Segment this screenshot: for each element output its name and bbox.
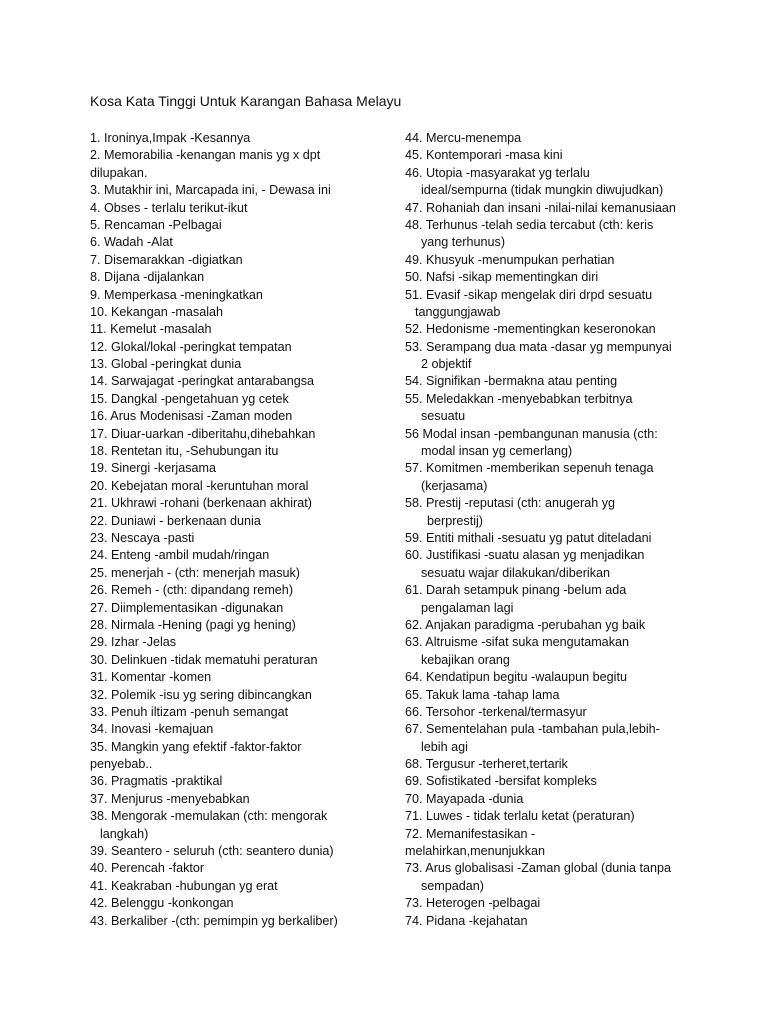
vocab-line: 64. Kendatipun begitu -walaupun begitu bbox=[405, 670, 627, 685]
vocab-line: 12. Glokal/lokal -peringkat tempatan bbox=[90, 339, 292, 354]
vocab-line: 6. Wadah -Alat bbox=[90, 235, 173, 250]
vocab-line: 8. Dijana -dijalankan bbox=[90, 270, 205, 285]
vocab-line: 34. Inovasi -kemajuan bbox=[90, 722, 214, 737]
vocab-line: melahirkan,menunjukkan bbox=[405, 844, 546, 859]
vocab-line: 24. Enteng -ambil mudah/ringan bbox=[90, 548, 270, 563]
vocab-line: 32. Polemik -isu yg sering dibincangkan bbox=[90, 687, 312, 702]
vocab-line: 69. Sofistikated -bersifat kompleks bbox=[405, 774, 597, 789]
vocab-line: 73. Arus globalisasi -Zaman global (dunia tanpa bbox=[405, 861, 672, 876]
vocab-line: 57. Komitmen -memberikan sepenuh tenaga bbox=[405, 461, 654, 476]
vocab-line: 33. Penuh iltizam -penuh semangat bbox=[90, 704, 289, 719]
vocab-line: 47. Rohaniah dan insani -nilai-nilai kemanusiaan bbox=[405, 200, 676, 215]
vocab-line: 58. Prestij -reputasi (cth: anugerah yg bbox=[405, 496, 616, 511]
vocab-line: 53. Serampang dua mata -dasar yg mempunyai bbox=[405, 339, 672, 354]
vocab-line: 52. Hedonisme -mementingkan keseronokan bbox=[405, 322, 656, 337]
vocab-line: 73. Heterogen -pelbagai bbox=[405, 896, 541, 911]
vocab-line: 19. Sinergi -kerjasama bbox=[90, 461, 216, 476]
vocab-line: (kerjasama) bbox=[421, 478, 488, 493]
vocab-line: 10. Kekangan -masalah bbox=[90, 304, 224, 319]
vocab-line: 42. Belenggu -konkongan bbox=[90, 896, 234, 911]
vocab-line: 5. Rencaman -Pelbagai bbox=[90, 217, 222, 232]
vocab-line: 26. Remeh - (cth: dipandang remeh) bbox=[90, 583, 294, 598]
vocab-line: kebajikan orang bbox=[421, 652, 510, 667]
vocab-line: 41. Keakraban -hubungan yg erat bbox=[90, 878, 278, 893]
vocab-line: 43. Berkaliber -(cth: pemimpin yg berkaliber) bbox=[90, 913, 338, 928]
vocab-line: 56 Modal insan -pembangunan manusia (cth: bbox=[405, 426, 658, 441]
vocab-line: 21. Ukhrawi -rohani (berkenaan akhirat) bbox=[90, 496, 312, 511]
vocab-line: 63. Altruisme -sifat suka mengutamakan bbox=[405, 635, 629, 650]
vocab-line: 48. Terhunus -telah sedia tercabut (cth: keris bbox=[405, 217, 654, 232]
vocab-line: 11. Kemelut -masalah bbox=[90, 322, 212, 337]
document-title: Kosa Kata Tinggi Untuk Karangan Bahasa Melayu bbox=[90, 93, 402, 109]
vocab-line: 70. Mayapada -dunia bbox=[405, 791, 524, 806]
vocab-line: 66. Tersohor -terkenal/termasyur bbox=[405, 704, 587, 719]
vocab-line: 2. Memorabilia -kenangan manis yg x dpt bbox=[90, 148, 321, 163]
vocab-line: 71. Luwes - tidak terlalu ketat (peraturan) bbox=[405, 809, 635, 824]
vocab-line: sesuatu bbox=[421, 409, 466, 424]
vocab-line: 50. Nafsi -sikap mementingkan diri bbox=[405, 270, 599, 285]
vocab-line: 16. Arus Modenisasi -Zaman moden bbox=[90, 409, 293, 424]
vocab-line: tanggungjawab bbox=[415, 304, 501, 319]
vocab-line: penyebab.. bbox=[90, 757, 153, 772]
vocab-line: 27. Diimplementasikan -digunakan bbox=[90, 600, 284, 615]
vocab-line: 28. Nirmala -Hening (pagi yg hening) bbox=[90, 617, 296, 632]
vocab-line: 60. Justifikasi -suatu alasan yg menjadikan bbox=[405, 548, 645, 563]
vocab-line: 29. Izhar -Jelas bbox=[90, 635, 177, 650]
vocab-line: 35. Mangkin yang efektif -faktor-faktor bbox=[90, 739, 302, 754]
vocab-line: sesuatu wajar dilakukan/diberikan bbox=[421, 565, 611, 580]
vocab-line: 51. Evasif -sikap mengelak diri drpd sesuatu bbox=[405, 287, 653, 302]
left-column bbox=[90, 130, 385, 930]
vocab-line: 55. Meledakkan -menyebabkan terbitnya bbox=[405, 391, 633, 406]
vocab-line: 30. Delinkuen -tidak mematuhi peraturan bbox=[90, 652, 318, 667]
vocab-line: 62. Anjakan paradigma -perubahan yg baik bbox=[405, 617, 646, 632]
vocab-line: 22. Duniawi - berkenaan dunia bbox=[90, 513, 261, 528]
vocab-line: 3. Mutakhir ini, Marcapada ini, - Dewasa ini bbox=[90, 183, 331, 198]
vocab-line: 1. Ironinya,Impak -Kesannya bbox=[90, 131, 251, 145]
vocab-line: 4. Obses - terlalu terikut-ikut bbox=[90, 200, 248, 215]
vocab-line: yang terhunus) bbox=[421, 235, 506, 250]
vocab-line: 49. Khusyuk -menumpukan perhatian bbox=[405, 252, 615, 267]
vocab-line: 68. Tergusur -terheret,tertarik bbox=[405, 757, 568, 772]
vocab-line: 13. Global -peringkat dunia bbox=[90, 357, 242, 372]
vocab-line: 45. Kontemporari -masa kini bbox=[405, 148, 563, 163]
vocab-line: 36. Pragmatis -praktikal bbox=[90, 774, 223, 789]
vocab-line: modal insan yg cemerlang) bbox=[421, 444, 573, 459]
vocab-line: 65. Takuk lama -tahap lama bbox=[405, 687, 560, 702]
vocab-line: 14. Sarwajagat -peringkat antarabangsa bbox=[90, 374, 315, 389]
vocab-line: 74. Pidana -kejahatan bbox=[405, 913, 528, 928]
vocab-line: 39. Seantero - seluruh (cth: seantero dunia) bbox=[90, 844, 334, 859]
vocab-line: 25. menerjah - (cth: menerjah masuk) bbox=[90, 565, 300, 580]
vocab-line: 72. Memanifestasikan - bbox=[405, 826, 536, 841]
vocab-line: 40. Perencah -faktor bbox=[90, 861, 205, 876]
vocab-line: berprestij) bbox=[427, 513, 483, 528]
vocab-line: 54. Signifikan -bermakna atau penting bbox=[405, 374, 618, 389]
vocab-line: 38. Mengorak -memulakan (cth: mengorak bbox=[90, 809, 328, 824]
vocab-line: langkah) bbox=[100, 826, 149, 841]
vocab-line: dilupakan. bbox=[90, 165, 148, 180]
vocab-line: 61. Darah setampuk pinang -belum ada bbox=[405, 583, 627, 598]
vocab-line: 59. Entiti mithali -sesuatu yg patut diteladani bbox=[405, 530, 652, 545]
vocab-line: 23. Nescaya -pasti bbox=[90, 530, 195, 545]
vocab-line: 67. Sementelahan pula -tambahan pula,lebih- bbox=[405, 722, 660, 737]
vocab-line: 17. Diuar-uarkan -diberitahu,dihebahkan bbox=[90, 426, 316, 441]
vocab-line: 44. Mercu-menempa bbox=[405, 131, 522, 145]
vocab-line: lebih agi bbox=[421, 739, 468, 754]
vocab-line: 37. Menjurus -menyebabkan bbox=[90, 791, 250, 806]
vocab-line: 7. Disemarakkan -digiatkan bbox=[90, 252, 243, 267]
vocab-line: 18. Rentetan itu, -Sehubungan itu bbox=[90, 444, 279, 459]
vocab-line: 15. Dangkal -pengetahuan yg cetek bbox=[90, 391, 289, 406]
vocab-line: 20. Kebejatan moral -keruntuhan moral bbox=[90, 478, 309, 493]
vocab-line: 31. Komentar -komen bbox=[90, 670, 212, 685]
vocab-line: sempadan) bbox=[421, 878, 485, 893]
vocab-line: pengalaman lagi bbox=[421, 600, 514, 615]
vocab-line: ideal/sempurna (tidak mungkin diwujudkan) bbox=[421, 183, 664, 198]
right-column bbox=[405, 130, 695, 930]
vocab-line: 46. Utopia -masyarakat yg terlalu bbox=[405, 165, 590, 180]
vocab-line: 9. Memperkasa -meningkatkan bbox=[90, 287, 263, 302]
vocab-line: 2 objektif bbox=[421, 357, 472, 372]
